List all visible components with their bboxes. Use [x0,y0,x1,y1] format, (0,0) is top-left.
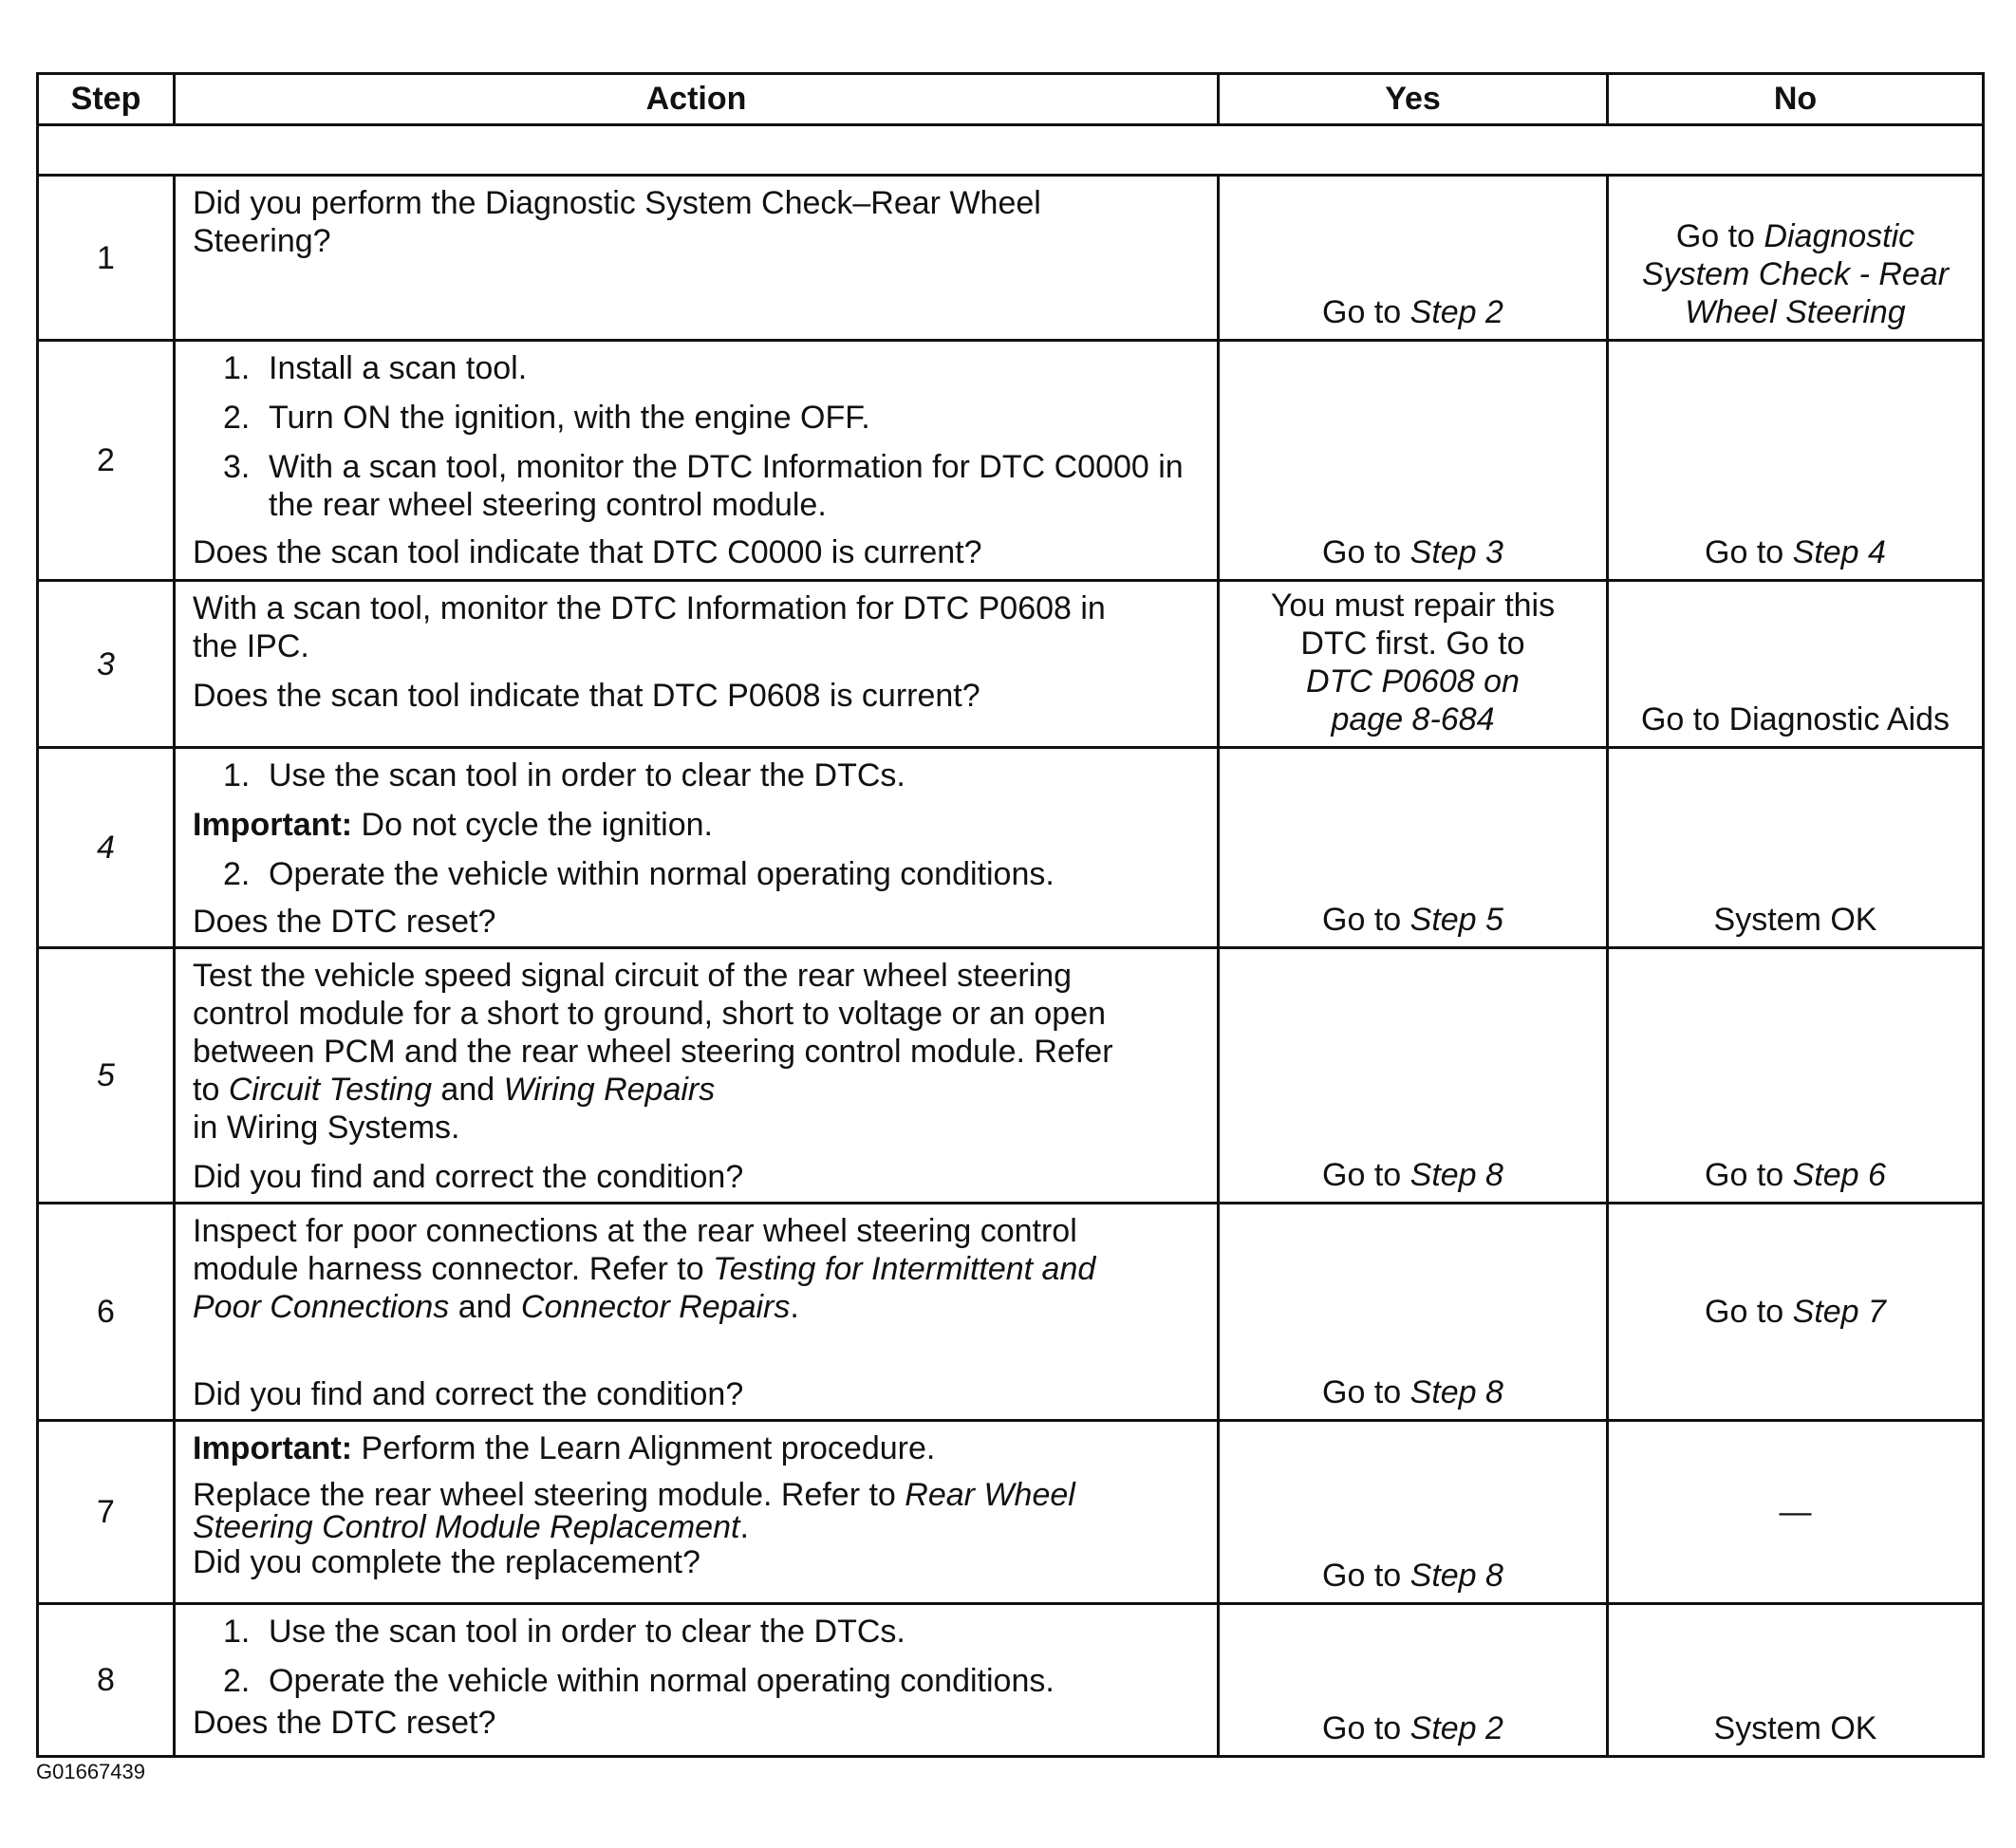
list-text: Install a scan tool. [269,350,528,386]
action-cell [175,1421,1219,1604]
yes-prefix: Go to [1322,534,1410,570]
yes-step-link: Step 8 [1409,1558,1503,1594]
table-row-step-8 [38,1604,1984,1757]
important-note [193,806,1204,844]
action-line: control module for a short to ground, short to voltage or an open [193,996,1107,1032]
action-line: Did you perform the Diagnostic System Check–Rear Wheel [193,185,1041,221]
no-prefix: Go to [1705,534,1793,570]
no-prefix: Go to [1705,1294,1793,1330]
header-row [38,74,1984,125]
step-number: 8 [38,1604,175,1757]
no-prefix: Go to [1705,1157,1793,1193]
diagnostic-table-container [36,72,1982,1746]
action-cell [175,948,1219,1204]
action-text: . [790,1289,799,1325]
yes-cell [1219,341,1608,581]
yes-prefix: Go to [1322,1558,1410,1594]
action-question: Does the scan tool indicate that DTC C0000 is current? [193,534,982,570]
step-number: 6 [38,1204,175,1421]
reference-link: Connector Repairs [520,1289,791,1325]
no-text: Go to Diagnostic Aids [1640,701,1951,737]
no-cell [1608,748,1984,948]
action-text: Replace the rear wheel steering module. Refer to [193,1477,905,1513]
yes-prefix: Go to [1322,1710,1410,1746]
action-line [193,1250,1204,1288]
spacer-cell [38,125,1984,176]
yes-cell [1219,581,1608,748]
list-item [193,399,1204,437]
no-cell [1608,1204,1984,1421]
list-item [193,756,1204,794]
yes-step-link: Step 5 [1409,902,1503,938]
important-label: Important: [193,1430,353,1466]
list-number: 3. [223,449,251,485]
no-text: System OK [1713,1710,1877,1746]
header-step: Step [38,74,175,125]
action-text: and [449,1289,521,1325]
yes-step-link: Step 3 [1409,534,1503,570]
action-cell [175,748,1219,948]
no-cell [1608,581,1984,748]
no-prefix: Go to [1675,218,1764,254]
yes-link: DTC P0608 on [1306,663,1520,700]
step-number: 4 [38,748,175,948]
yes-cell [1219,1421,1608,1604]
yes-cell [1219,1204,1608,1421]
yes-cell [1219,748,1608,948]
table-row-step-4 [38,748,1984,948]
action-question: Did you find and correct the condition? [193,1376,744,1412]
reference-link: Rear Wheel [905,1477,1075,1513]
action-line: Inspect for poor connections at the rear wheel steering control [193,1213,1077,1249]
action-text: . [739,1509,749,1545]
table-row-step-7 [38,1421,1984,1604]
table-row-step-2 [38,341,1984,581]
yes-step-link: Step 2 [1409,294,1503,330]
action-line [193,1511,1204,1543]
no-cell [1608,1421,1984,1604]
action-cell [175,581,1219,748]
important-text: Perform the Learn Alignment procedure. [352,1430,936,1466]
reference-link: Wiring Repairs [503,1072,716,1108]
yes-line: You must repair this [1270,588,1556,624]
list-item [193,855,1204,893]
list-text: Turn ON the ignition, with the engine OFF. [269,400,870,436]
action-line: With a scan tool, monitor the DTC Information for DTC P0608 in [193,590,1106,626]
action-line [193,1479,1204,1511]
no-step-link: Step 7 [1792,1294,1886,1330]
figure-id: G01667439 [36,1760,145,1783]
action-question: Does the scan tool indicate that DTC P0608 is current? [193,678,980,714]
no-link: Diagnostic [1764,218,1915,254]
action-cell [175,176,1219,341]
header-no: No [1608,74,1984,125]
action-cell [175,341,1219,581]
spacer-row [38,125,1984,176]
table-row-step-5 [38,948,1984,1204]
action-line [193,1288,1204,1326]
list-item [193,349,1204,387]
yes-cell [1219,176,1608,341]
list-number: 1. [223,350,251,386]
action-question: Did you find and correct the condition? [193,1159,744,1195]
no-cell [1608,341,1984,581]
table-row-step-1 [38,176,1984,341]
table-row-step-6 [38,1204,1984,1421]
list-text: Use the scan tool in order to clear the DTCs. [269,757,905,793]
action-line: the IPC. [193,628,309,664]
yes-cell [1219,1604,1608,1757]
yes-link: page 8-684 [1331,701,1495,737]
important-text: Do not cycle the ignition. [352,807,713,843]
no-link: System Check - Rear [1641,256,1950,292]
yes-prefix: Go to [1322,1374,1410,1410]
reference-link: Circuit Testing [228,1072,432,1108]
action-question: Did you complete the replacement? [193,1544,700,1580]
action-cell [175,1604,1219,1757]
yes-step-link: Step 8 [1409,1374,1503,1410]
important-note [193,1429,1204,1467]
action-line: Test the vehicle speed signal circuit of the rear wheel steering [193,958,1073,994]
list-item [193,1613,1204,1651]
yes-prefix: Go to [1322,1157,1410,1193]
action-cell [175,1204,1219,1421]
action-question: Does the DTC reset? [193,904,496,940]
action-line [193,1071,1204,1109]
action-text: and [431,1072,504,1108]
step-number: 1 [38,176,175,341]
list-number: 2. [223,1663,251,1699]
action-line: between PCM and the rear wheel steering control module. Refer [193,1034,1113,1070]
yes-prefix: Go to [1322,294,1410,330]
list-item [193,448,1204,524]
action-line: Steering? [193,223,331,259]
header-yes: Yes [1219,74,1608,125]
list-text: With a scan tool, monitor the DTC Information for DTC C0000 in the rear wheel steering control module. [269,449,1184,523]
list-number: 1. [223,1614,251,1650]
action-text: to [193,1072,229,1108]
list-text: Operate the vehicle within normal operating conditions. [269,1663,1055,1699]
action-line: in Wiring Systems. [193,1110,460,1146]
diagnostic-table [36,72,1985,1758]
no-text: System OK [1713,902,1877,938]
action-question: Does the DTC reset? [193,1705,496,1741]
no-step-link: Step 4 [1792,534,1886,570]
reference-link: Poor Connections [193,1289,450,1325]
action-text: module harness connector. Refer to [193,1251,714,1287]
important-label: Important: [193,807,353,843]
header-action: Action [175,74,1219,125]
yes-step-link: Step 8 [1409,1157,1503,1193]
step-number: 7 [38,1421,175,1604]
list-number: 2. [223,856,251,892]
no-dash: — [1779,1494,1812,1530]
yes-line: DTC first. Go to [1300,625,1525,662]
list-text: Use the scan tool in order to clear the DTCs. [269,1614,905,1650]
no-step-link: Step 6 [1792,1157,1886,1193]
no-cell [1608,1604,1984,1757]
yes-step-link: Step 2 [1409,1710,1503,1746]
no-cell [1608,948,1984,1204]
list-text: Operate the vehicle within normal operating conditions. [269,856,1055,892]
reference-link: Steering Control Module Replacement [193,1509,740,1545]
table-row-step-3 [38,581,1984,748]
reference-link: Testing for Intermittent and [713,1251,1096,1287]
yes-cell [1219,948,1608,1204]
no-link: Wheel Steering [1685,294,1906,330]
no-cell [1608,176,1984,341]
list-item [193,1662,1204,1700]
list-number: 1. [223,757,251,793]
yes-prefix: Go to [1322,902,1410,938]
step-number: 2 [38,341,175,581]
no-line [1616,217,1974,255]
step-number: 3 [38,581,175,748]
list-number: 2. [223,400,251,436]
step-number: 5 [38,948,175,1204]
